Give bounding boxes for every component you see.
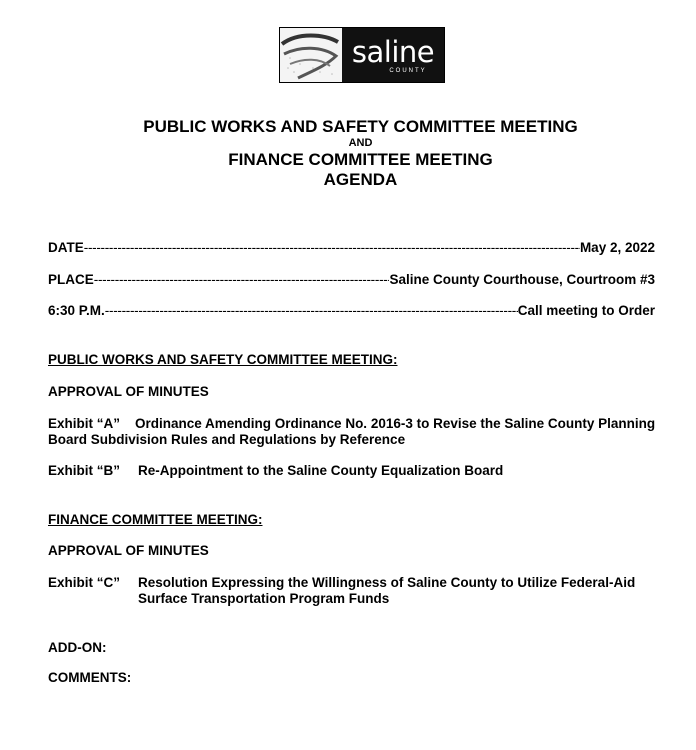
exhibit-c-label: Exhibit “C” — [48, 575, 121, 590]
agenda-header — [0, 117, 696, 190]
add-on-label: ADD-ON: — [48, 640, 107, 655]
place-row — [48, 272, 655, 287]
place-value: Saline County Courthouse, Courtroom #3 — [389, 272, 655, 287]
saline-county-logo — [279, 27, 445, 83]
title-finance: FINANCE COMMITTEE MEETING — [228, 150, 493, 169]
title-public-works: PUBLIC WORKS AND SAFETY COMMITTEE MEETING — [143, 117, 578, 136]
exhibit-b-text: Re-Appointment to the Saline County Equalization Board — [138, 463, 504, 478]
leader-dashes — [84, 240, 580, 255]
time-row — [48, 303, 655, 318]
place-label: PLACE — [48, 272, 94, 287]
logo-wordmark — [342, 28, 444, 82]
exhibit-c-text: Resolution Expressing the Willingness of Saline County to Utilize Federal-Aid Surface Transportation Program Funds — [138, 575, 636, 606]
finance-minutes: APPROVAL OF MINUTES — [48, 543, 209, 558]
title-agenda: AGENDA — [323, 170, 398, 189]
public-works-heading: PUBLIC WORKS AND SAFETY COMMITTEE MEETING: — [48, 352, 398, 367]
exhibit-a — [48, 416, 680, 448]
leader-dashes — [94, 272, 390, 287]
exhibit-a-text: Ordinance Amending Ordinance No. 2016-3 to Revise the Saline County Planning Board Subdivision Rules and Regulations by Reference — [48, 416, 656, 447]
public-works-minutes: APPROVAL OF MINUTES — [48, 384, 209, 399]
date-value: May 2, 2022 — [579, 240, 655, 255]
logo-name: saline — [351, 34, 435, 69]
swoosh-graphic — [280, 28, 342, 82]
exhibit-c — [48, 575, 678, 607]
logo-subtitle: COUNTY — [389, 67, 427, 74]
exhibit-b — [48, 463, 678, 479]
date-label: DATE — [48, 240, 84, 255]
date-row — [48, 240, 655, 255]
leader-dashes — [105, 303, 518, 318]
exhibit-a-label: Exhibit “A” — [48, 416, 121, 431]
finance-heading: FINANCE COMMITTEE MEETING: — [48, 512, 263, 527]
title-and: AND — [348, 137, 373, 149]
time-label: 6:30 P.M. — [48, 303, 105, 318]
time-value: Call meeting to Order — [517, 303, 655, 318]
comments-label: COMMENTS: — [48, 670, 132, 685]
exhibit-b-label: Exhibit “B” — [48, 463, 121, 478]
